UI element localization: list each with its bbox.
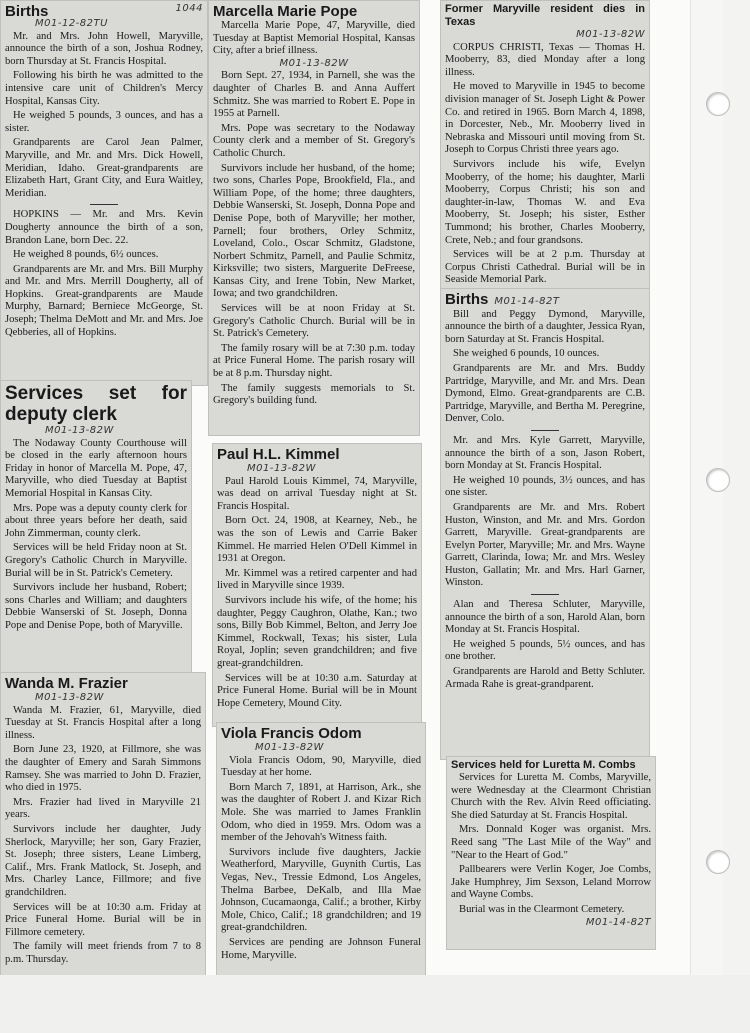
obituary-heading: Wanda M. Frazier <box>5 675 128 692</box>
paragraph: Born Sept. 27, 1934, in Parnell, she was the daughter of Charles B. and Anna Auffert Schmitz. She was married to Robert E. Pope in 1955 at Parnell. <box>213 70 415 120</box>
paragraph: Survivors include his wife, Evelyn Mooberry, of the home; his daughter, Marli Mooberry, Corpus Christi; his son and daughter-in-law, Thomas W. and Eva Mooberry, St. Joseph; his sister, Esther Tummond; his brother, Charles Mooberry, Crete, Neb.; and four grandsons. <box>445 158 645 246</box>
paragraph: He weighed 8 pounds, 6½ ounces. <box>13 249 159 261</box>
clipping-births-2 <box>440 288 650 760</box>
clipping-kimmel <box>212 443 422 727</box>
clipping-combs <box>446 756 656 950</box>
date-stamp: M01-13-82W <box>45 425 114 436</box>
paragraph: He weighed 5 pounds, 3 ounces, and has a sister. <box>5 110 203 134</box>
paragraph: Viola Francis Odom, 90, Maryville, died Tuesday at her home. <box>221 754 421 779</box>
paragraph: The family suggests memorials to St. Gregory's building fund. <box>213 382 415 407</box>
obituary-heading: Paul H.L. Kimmel <box>217 446 340 463</box>
clipping-births-1 <box>0 0 208 386</box>
binder-hole-top <box>706 92 730 116</box>
date-stamp: M01-13-82W <box>247 463 316 474</box>
paragraph: Mr. and Mrs. John Howell, Maryville, announce the birth of a son, Joshua Rodney, born Thursday at St. Francis Hospital. <box>5 30 203 67</box>
clipping-pope <box>208 0 420 436</box>
obituary-heading: Services held for Luretta M. Combs <box>451 759 636 771</box>
clipping-odom <box>216 722 426 976</box>
clipping-mooberry <box>440 0 650 291</box>
paragraph: She weighed 6 pounds, 10 ounces. <box>453 348 600 360</box>
paragraph: Services will be at 10:30 a.m. Saturday at Price Funeral Home. Burial will be in Mount Hope Cemetery, Mound City. <box>217 672 417 709</box>
births-heading: Births <box>445 291 489 308</box>
paragraph: Alan and Theresa Schluter, Maryville, announce the birth of a son, Harold Alan, born Monday at St. Francis Hospital. <box>445 599 645 636</box>
paragraph: Born Oct. 24, 1908, at Kearney, Neb., he was the son of Lewis and Carrie Baker Kimmel. He married Helen O'Dell Kimmel in 1931 at Oregon. <box>217 515 417 565</box>
paragraph: Grandparents are Mr. and Mrs. Buddy Partridge, Maryville, and Mr. and Mrs. Dean Dymond, Elmo. Great-grandparents are C.B. Partridge, Maryville, and Bertha M. Peregrine, Denver, Colo. <box>445 362 645 425</box>
date-stamp: M01-13-82W <box>35 692 104 703</box>
paragraph: The Nodaway County Courthouse will be closed in the early afternoon hours Friday in honor of Marcella M. Pope, 47, Maryville, who died Tuesday at Baptist Memorial Hospital in Kansas City. <box>5 437 187 499</box>
obituary-heading: Viola Francis Odom <box>221 725 362 742</box>
paragraph: He weighed 5 pounds, 5½ ounces, and has one brother. <box>445 638 645 663</box>
paragraph: Survivors include five daughters, Jackie Weatherford, Maryville, Guynith Curtis, Las Vegas, Nev., Tressie Edmond, Los Angeles, Thelma Barbee, DeKalb, and Illa Mae Johnson, Cucamaonga, Calif.; a brother, Kirby Mole, Chico, Calif.; 18 grandchildren; and 19 great-grandchildren. <box>221 846 421 934</box>
paragraph: Mrs. Pope was secretary to the Nodaway County clerk and a member of St. Gregory's Catholic Church. <box>213 122 415 159</box>
paragraph: Survivors include her husband, of the home; two sons, Charles Pope, Brookfield, Fla., and William Pope, of the home; three daughters, Debbie Wanserski, St. Joseph, Donna Pope and Denise Pope, both of Maryville; her mother, Parnell; four brothers, Orley Schmitz, Loveland, Colo., Oscar Schmitz, Gladstone, Norbert Schmitz, Parnell, and Paulie Schmitz, Kirksville; two sisters, Marguerite DeFreese, Kansas City, and Irene Tobin, New Market, Iowa; and two grandchildren. <box>213 162 415 300</box>
paragraph: Survivors include her husband, Robert; sons Charles and William; and daughters Debbie Wanserski of St. Joseph, Donna Pope and Denise Pope, both of Maryville. <box>5 582 187 631</box>
paragraph: He moved to Maryville in 1945 to become division manager of St. Joseph Light & Power Co. and retired in 1965. Born March 4, 1898, in Dorcester, Neb., Mr. Mooberry lived in Nebraska and Missouri until moving from St. Joseph to Corpus Christi three years ago. <box>445 81 645 156</box>
paragraph: Wanda M. Frazier, 61, Maryville, died Tuesday at St. Francis Hospital after a long illness. <box>5 704 201 741</box>
paragraph: Burial was in the Clearmont Cemetery. <box>459 903 625 915</box>
divider <box>531 430 559 431</box>
paragraph: Services will be held Friday noon at St. Gregory's Catholic Church in Maryville. Burial will be in St. Patrick's Cemetery. <box>5 542 187 579</box>
paragraph: HOPKINS — Mr. and Mrs. Kevin Dougherty announce the birth of a son, Brandon Lane, born Dec. 22. <box>5 209 203 246</box>
date-stamp: M01-14-82T <box>585 916 651 928</box>
clipping-services-deputy-clerk <box>0 380 192 676</box>
paragraph: Pallbearers were Verlin Koger, Joe Combs, Jake Humphrey, Jim Sexson, Leland Morrow and Wayne Combs. <box>451 864 651 901</box>
paragraph: He weighed 10 pounds, 3½ ounces, and has one sister. <box>445 474 645 499</box>
paragraph: Mr. Kimmel was a retired carpenter and had lived in Maryville since 1939. <box>217 567 417 592</box>
paragraph: Survivors include his wife, of the home; his daughter, Peggy Caughron, Olathe, Kan.; two sons, Billy Bob Kimmel, Belton, and Jerry Joe Kimmel, Rockwall, Texas; his sister, Lula Royal, Joplin; seven grandchildren; and five great-grandchildren. <box>217 594 417 669</box>
paragraph: Services are pending are Johnson Funeral Home, Maryville. <box>221 936 421 961</box>
paragraph: Born June 23, 1920, at Fillmore, she was the daughter of Emery and Sarah Simmons Ramsey. She was married to John D. Frazier, who died in 1975. <box>5 744 201 794</box>
paragraph: CORPUS CHRISTI, Texas — Thomas H. Mooberry, 83, died Monday after a long illness. <box>445 41 645 78</box>
date-stamp: M01-13-82W <box>255 742 324 753</box>
page-bottom-edge <box>0 975 750 1033</box>
paragraph: Services will be at 10:30 a.m. Friday at Price Funeral Home. Burial will be in Fillmore cemetery. <box>5 901 201 938</box>
paragraph: Grandparents are Carol Jean Palmer, Maryville, and Mr. and Mrs. Dick Howell, Meridian, Idaho. Great-grandparents are Elizabeth Hart, Grant City, and Eura Waitley, Meridian. <box>5 137 203 199</box>
paragraph: Services for Luretta M. Combs, Maryville, were Wednesday at the Clearmont Christian Church with the Rev. Alvin Reed officiating. She died Saturday at St. Francis Hospital. <box>451 772 651 821</box>
services-heading: Services set for deputy clerk <box>5 383 187 425</box>
paragraph: Survivors include her daughter, Judy Sherlock, Maryville; her son, Gary Frazier, St. Joseph; three sisters, Leane Limberg, Calif., Mrs. Frank Matlock, St. Joseph, and Mrs. Charley Lance, Fillmore; and five grandchildren. <box>5 823 201 898</box>
obituary-heading: Marcella Marie Pope <box>213 3 358 20</box>
clipping-frazier <box>0 672 206 976</box>
paragraph: Services will be at 2 p.m. Thursday at Corpus Christi Cathedral. Burial will be in Seaside Memorial Park. <box>445 249 645 286</box>
paragraph: Paul Harold Louis Kimmel, 74, Maryville, was dead on arrival Tuesday night at St. Francis Hospital. <box>217 475 417 512</box>
paragraph: The family will meet friends from 7 to 8 p.m. Thursday. <box>5 941 201 965</box>
paragraph: Mr. and Mrs. Kyle Garrett, Maryville, announce the birth of a son, Jason Robert, born Monday at St. Francis Hospital. <box>445 434 645 472</box>
paragraph: Mrs. Donnald Koger was organist. Mrs. Reed sang "The Last Mile of the Way" and "Near to the Heart of God." <box>451 824 651 861</box>
divider <box>90 204 118 205</box>
paragraph: Grandparents are Mr. and Mrs. Robert Huston, Winston, and Mr. and Mrs. Gordon Garrett, Maryville. Great-grandparents are Evelyn Porter, Maryville; Mr. and Mrs. Wayne Garrett, Clarinda, Iowa; Mr. and Mrs. Wesley Huston, Gallatin; Mr. and Mrs. Harl Garner, Winston. <box>445 501 645 589</box>
paragraph: Services will be at noon Friday at St. Gregory's Catholic Church. Burial will be in St. Patrick's Cemetery. <box>213 303 415 340</box>
date-stamp: M01-12-82TU <box>35 18 108 29</box>
corner-number: 1044 <box>175 3 203 14</box>
date-stamp: M01-14-82T <box>494 296 560 307</box>
paragraph: The family rosary will be at 7:30 p.m. today at Price Funeral Home. The parish rosary will be at 8 p.m. Thursday night. <box>213 342 415 380</box>
births-heading: Births <box>5 3 49 20</box>
paragraph: Bill and Peggy Dymond, Maryville, announce the birth of a daughter, Jessica Ryan, born Saturday at St. Francis Hospital. <box>445 308 645 345</box>
date-stamp: M01-13-82W <box>279 57 349 69</box>
paragraph: Grandparents are Mr. and Mrs. Bill Murphy and Mr. and Mrs. Merrill Dougherty, all of Hopkins. Great-grandparents are Maude Murphy, Barnard; Berniece McGeorge, St. Joseph; Thelma DeMott and Mr. and Mrs. Joe Qebberies, all of Hopkins. <box>5 263 203 338</box>
binder-hole-bottom <box>706 850 730 874</box>
obituary-heading: Former Maryville resident dies in Texas <box>445 3 645 28</box>
paragraph: Following his birth he was admitted to the intensive care unit of Children's Mercy Hospital, Kansas City. <box>5 70 203 107</box>
paragraph: Mrs. Pope was a deputy county clerk for about three years before her death, said John Zimmerman, county clerk. <box>5 502 187 539</box>
paragraph: Grandparents are Harold and Betty Schluter. Armada Rahe is great-grandparent. <box>445 666 645 690</box>
binder-hole-middle <box>706 468 730 492</box>
paragraph: Mrs. Frazier had lived in Maryville 21 years. <box>5 796 201 821</box>
paragraph: Marcella Marie Pope, 47, Maryville, died Tuesday at Baptist Memorial Hospital, Kansas City, after a brief illness. <box>213 20 415 57</box>
paragraph: Born March 7, 1891, at Harrison, Ark., she was the daughter of Robert J. and Kizar Rich Mole. She was married to James Franklin Odom, who died in 1959. Mrs. Odom was a member of the Jehovah's Witness faith. <box>221 781 421 844</box>
divider <box>531 594 559 595</box>
date-stamp: M01-13-82W <box>576 29 645 40</box>
